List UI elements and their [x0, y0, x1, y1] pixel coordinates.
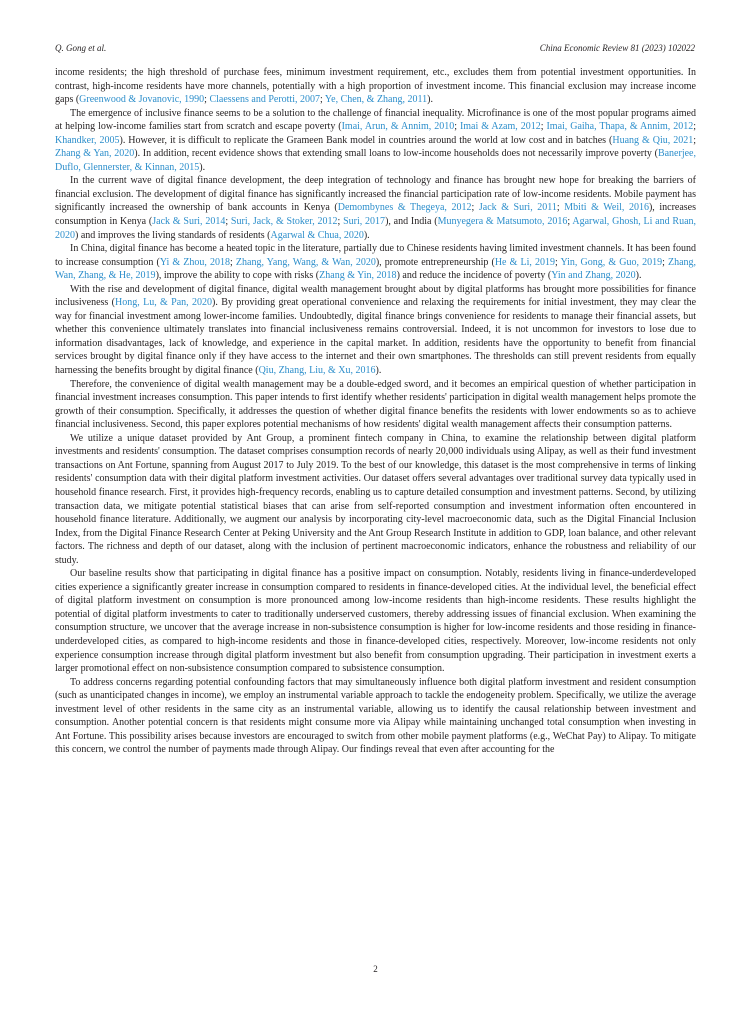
citation-link[interactable]: Claessens and Perotti, 2007 [209, 94, 320, 106]
citation-link[interactable]: He & Li, 2019 [494, 256, 555, 268]
citation-link[interactable]: Agarwal & Chua, 2020 [270, 229, 364, 241]
paragraph [55, 174, 696, 242]
paragraph-text: ). [363, 229, 370, 241]
citation-link[interactable]: Banerjee, Duflo, Glennerster, & Kinnan, 2015 [55, 148, 696, 173]
paragraph [55, 378, 696, 432]
paragraph-text: Therefore, the convenience of digital wealth management may be a double-edged sword, and it becomes an empirical question of whether participation in financial investment increases consumption. This paper intends to first identify whether residents' participation in digital wealth management helps promote the growth of their consumption. Specifically, it addresses the question of whether digital finance benefits the residents with lower endowments so as to achieve financial inclusiveness. Second, this paper explores potential mechanisms of how residents' digital wealth management affects their consumption patterns. [55, 378, 696, 431]
paragraph-text: ) and reduce the incidence of poverty ( [396, 270, 552, 282]
paragraph-text: ), increases consumption in Kenya ( [55, 202, 696, 228]
paragraph [55, 283, 696, 378]
paragraph [55, 567, 696, 675]
citation-link[interactable]: Yin and Zhang, 2020 [551, 270, 636, 282]
body-text [55, 66, 696, 757]
paragraph-text: Our baseline results show that participating in digital finance has a positive impact on consumption. Notably, residents living in finance-underdeveloped cities experience a significantly greater increase in consumption compared to residents in finance-developed cities. At the individual level, the beneficial effect of digital platform investment on consumption is more pronounced among low-income residents than high-income residents. These results highlight the potential of digital platform investments to cater to traditionally underserved customers, thereby addressing issues of financial exclusion. When examining the consumption structure, we uncover that the average increase in non-subsistence consumption is higher for low-income residents and those residing in finance-underdeveloped cities, as compared to high-income residents and those in finance-developed cities, respectively. Moreover, low-income residents not only experience consumption increase through digital platform investment but also benefit from consumption upgrading. Their participation in investment exerts a larger promotional effect on non-subsistence consumption compared to subsistence consumption. [55, 568, 696, 675]
paragraph [55, 66, 696, 107]
paragraph-text: ). [199, 161, 206, 173]
citation-link[interactable]: Jack & Suri, 2014 [152, 216, 226, 228]
paragraph-text: To address concerns regarding potential confounding factors that may simultaneously influence both digital platform investment and resident consumption (such as unanticipated changes in income), we employ an instrumental variable approach to tackle the endogeneity problem. Specifically, we utilize the average investment level of other residents in the same city as an instrumental variable, allowing us to identify the causal relationship between investment and consumption. Another potential concern is that residents might consume more via Alipay while maintaining unchanged total consumption when investing in Ant Fortune. This possibility arises because investors are encouraged to switch from other mobile payment platforms (e.g., WeChat Pay) to Alipay. To mitigate this concern, we control the number of payments made through Alipay. Our findings reveal that even after accounting for the [55, 676, 696, 756]
paragraph-text: ; [230, 256, 236, 268]
paragraph [55, 676, 696, 757]
header-authors: Q. Gong et al. [55, 43, 107, 53]
paragraph-text: ; [204, 94, 210, 106]
paragraph-text: ). However, it is difficult to replicate the Grameen Bank model in countries around the world at low cost and in batches ( [119, 134, 613, 146]
page-number: 2 [373, 964, 378, 974]
citation-link[interactable]: Yin, Gong, & Guo, 2019 [560, 256, 663, 268]
paragraph-text: ; [662, 256, 668, 268]
paragraph-text: ), promote entrepreneurship ( [375, 256, 495, 268]
paragraph-text: ). [427, 94, 433, 106]
paragraph-text: ). [375, 365, 382, 377]
paragraph-text: We utilize a unique dataset provided by Ant Group, a prominent fintech company in China, to examine the relationship between digital platform investments and residents' consumption. The dataset comprises consumption records of nearly 20,000 individuals using Alipay, as well as their fund investment transactions on Ant Fortune, spanning from August 2017 to July 2019. To the best of our knowledge, this dataset is the most comprehensive in terms of linking residents' consumption data with their digital platform investment activities. Our dataset offers several advantages over traditional survey data typically used in household finance research. First, it provides high-frequency records, enabling us to capture detailed consumption and investment patterns. Second, by utilizing transaction data, we mitigate potential statistical biases that can arise from self-reported consumption and investment information often encountered in household finance literature. Additionally, we augment our analysis by incorporating city-level macroeconomic data, such as the Digital Financial Inclusion Index, from the Digital Finance Research Center at Peking University and the Ant Group Research Institute in addition to GDP, loan balance, and other relevant factors. The richness and depth of our dataset, along with the inclusion of pertinent macroeconomic indicators, enhance the robustness and reliability of our study. [55, 432, 696, 566]
running-header [55, 43, 695, 53]
paragraph-text: The emergence of inclusive finance seems to be a solution to the challenge of financial inequality. Microfinance is one of the most popular programs aimed at helping low-income families start from scratch and escape poverty ( [55, 107, 696, 133]
citation-link[interactable]: Ye, Chen, & Zhang, 2011 [324, 94, 428, 106]
paragraph [55, 107, 696, 175]
citation-link[interactable]: Greenwood & Jovanovic, 1990 [79, 94, 205, 106]
citation-link[interactable]: Suri, Jack, & Stoker, 2012 [230, 216, 338, 228]
paragraph-text: ; [454, 121, 460, 133]
paragraph-text: ). In addition, recent evidence shows that extending small loans to low-income households does not necessarily improve poverty ( [134, 148, 658, 160]
citation-link[interactable]: Mbiti & Weil, 2016 [564, 202, 649, 214]
paragraph [55, 242, 696, 283]
paragraph-text: With the rise and development of digital finance, digital wealth management brought about by digital platforms has brought more possibilities for finance inclusiveness ( [55, 283, 696, 309]
citation-link[interactable]: Khandker, 2005 [55, 134, 120, 146]
paragraph-text: ; [225, 216, 231, 228]
citation-link[interactable]: Imai, Arun, & Annim, 2010 [341, 121, 455, 133]
citation-link[interactable]: Huang & Qiu, 2021 [612, 134, 694, 146]
paragraph-text: In the current wave of digital finance development, the deep integration of technology and finance has brought new hope for breaking the barriers of financial exclusion. The development of digital finance has significantly increased the financial participation rate of low-income residents. Mobile payment has significantly increased the ownership of bank accounts in Kenya ( [55, 175, 696, 214]
paragraph-text: ; [554, 256, 561, 268]
paragraph-text: ) and improves the living standards of residents ( [75, 229, 271, 241]
citation-link[interactable]: Imai, Gaiha, Thapa, & Annim, 2012 [546, 121, 694, 133]
paragraph-text: ), improve the ability to cope with risks ( [155, 270, 320, 282]
citation-link[interactable]: Munyegera & Matsumoto, 2016 [437, 216, 568, 228]
header-journal: China Economic Review 81 (2023) 102022 [539, 43, 695, 53]
paragraph-text: ; [556, 202, 565, 214]
citation-link[interactable]: Hong, Lu, & Pan, 2020 [115, 297, 213, 309]
citation-link[interactable]: Zhang & Yin, 2018 [319, 270, 397, 282]
paragraph-text: income residents; the high threshold of purchase fees, minimum investment requirement, etc., excludes them from potential investment opportunities. In contrast, high-income residents have more channels, potentially with a high proportion of investment income. This financial exclusion may increase income gaps ( [55, 67, 696, 106]
paragraph-text: ; [567, 216, 573, 228]
paragraph-text: ), and India ( [385, 216, 438, 228]
paragraph-text: ; [471, 202, 479, 214]
paragraph-text: ). [635, 270, 642, 282]
citation-link[interactable]: Jack & Suri, 2011 [478, 202, 557, 214]
paragraph [55, 432, 696, 567]
paragraph-text: ; [319, 94, 325, 106]
citation-link[interactable]: Imai & Azam, 2012 [459, 121, 541, 133]
citation-link[interactable]: Zhang, Wan, Zhang, & He, 2019 [55, 256, 697, 282]
paragraph-text: ). By providing great operational convenience and relaxing the requirements for initial investment, they may clear the way for financial investment among lower-income families. Undoubtedly, digital finance brings convenience for residents to manage their financial assets, but whether this convenience ultimately translates into financial inclusiveness remains controversial. Indeed, it is not uncommon for investors to lose due to information disadvantages, lack of knowledge, and experience in the capital market. In addition, residents have the opportunity to benefit from financial services brought by digital finance only if they have access to the internet and their own smartphones. The thresholds can still prevent residents from equally harnessing the benefits brought by digital finance ( [55, 297, 697, 377]
paragraph-text: ; [337, 216, 344, 228]
paragraph-text: ; [693, 121, 696, 133]
citation-link[interactable]: Zhang, Yang, Wang, & Wan, 2020 [235, 256, 376, 268]
citation-link[interactable]: Suri, 2017 [343, 216, 386, 228]
citation-link[interactable]: Yi & Zhou, 2018 [159, 256, 230, 268]
citation-link[interactable]: Demombynes & Thegeya, 2012 [337, 202, 472, 214]
citation-link[interactable]: Zhang & Yan, 2020 [55, 148, 135, 160]
paragraph-text: ; [540, 121, 547, 133]
paragraph-text: ; [693, 134, 696, 146]
paragraph-text: In China, digital finance has become a heated topic in the literature, partially due to Chinese residents having limited investment channels. It has been found to increase consumption ( [55, 243, 696, 268]
citation-link[interactable]: Qiu, Zhang, Liu, & Xu, 2016 [258, 365, 376, 377]
citation-link[interactable]: Agarwal, Ghosh, Li and Ruan, 2020 [55, 216, 697, 241]
